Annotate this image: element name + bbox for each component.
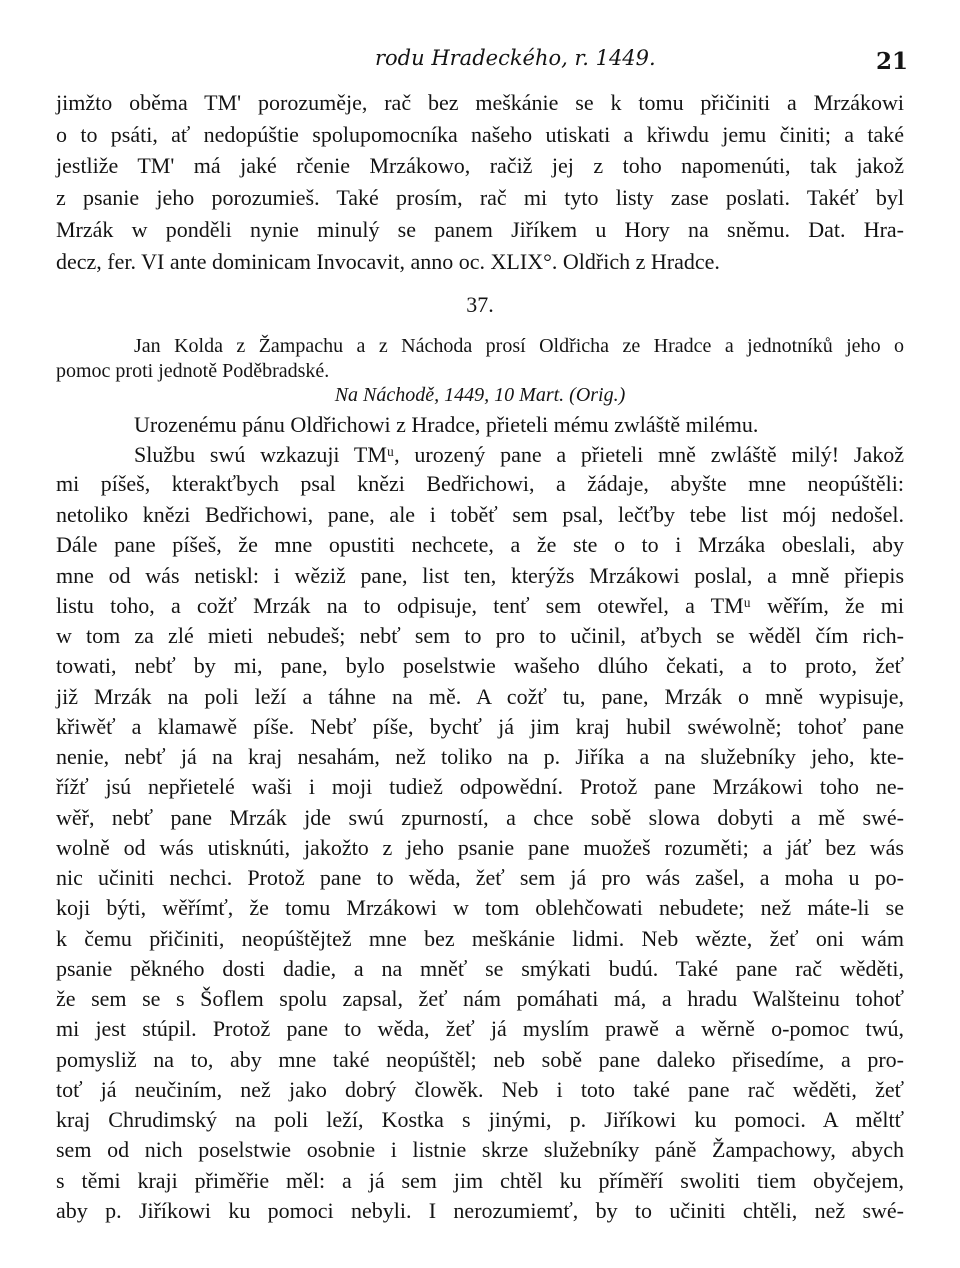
text-line: nic učiniti nechci. Protož pane to wěda, žeť sem já pro wás zašel, a moha u po- xyxy=(56,865,904,890)
text-line: křiwěť a klamawě píše. Nebť píše, bychť já jim kraj hubil swéwolně; tohoť pane xyxy=(56,714,904,739)
page-number: 21 xyxy=(876,48,909,75)
source-line: Na Náchodě, 1449, 10 Mart. (Orig.) xyxy=(334,384,626,406)
text-line: mi píšeš, kterakťbych psal knězi Bedřichowi, a žádaje, abyšte mne neopúštěli: xyxy=(56,471,904,496)
text-line: s těmi kraji přiměřie měl: a já sem jim chtěl ku příměří swoliti tiem obyčejem, xyxy=(56,1168,904,1193)
text-line: Službu swú wzkazuji TMᵘ, urozený pane a přieteli mně zwláště milý! Jakož xyxy=(134,442,904,467)
text-line: pomysliž na to, aby mne také neopúštěl; neb sobě pane daleko přisedíme, a pro- xyxy=(56,1047,904,1072)
text-line: aby p. Jiříkowi ku pomoci nebyli. I nerozumiemť, by to učiniti chtěli, než swé- xyxy=(56,1198,904,1223)
text-line: wolně od wás utisknúti, jakožto z jeho psanie pane muožeš rozuměti; a jáť bez wás xyxy=(56,835,904,860)
text-line: nenie, nebť já na kraj nesahám, než toliko na p. Jiříka a na služebníky jeho, kte- xyxy=(56,744,904,769)
text-line: že sem se s Šoflem spolu zapsal, žeť nám pomáhati má, a hradu Walšteinu tohoť xyxy=(56,986,904,1011)
text-line: mne od wás netiskl: i wěziž pane, list ten, kterýžs Mrzákowi poslal, a mně přiepis xyxy=(56,563,904,588)
text-line: decz, fer. VI ante dominicam Invocavit, anno oc. XLIX°. Oldřich z Hradce. xyxy=(56,249,720,274)
text-line: toť já neučiním, než jako dobrý člowěk. Neb i toto také pane rač wěděti, žeť xyxy=(56,1077,904,1102)
text-line: kraj Chrudimský na poli leží, Kostka s jinými, p. Jiříkowi ku pomoci. A měltť xyxy=(56,1107,904,1132)
text-line: wěř, nebť pane Mrzák jde swú zpurností, a chce sobě slowa dobyti a mě swé- xyxy=(56,805,904,830)
page-header xyxy=(0,46,960,80)
text-line: řížť jsú nepřietelé waši i moji tudiež odpowědní. Protož pane Mrzákowi toho ne- xyxy=(56,774,904,799)
text-line: o to psáti, ať nedopúštie spolupomocníka našeho utiskati a křiwdu jemu činiti; a také xyxy=(56,122,904,147)
text-line: koji býti, wěřímť, že tomu Mrzákowi w tom oblehčowati nebudete; než máte-li se xyxy=(56,895,904,920)
summary-line: pomoc proti jednotě Poděbradské. xyxy=(56,360,330,382)
text-line: již Mrzák na poli leží a táhne na mě. A cožť tu, pane, Mrzák o mně wypisuje, xyxy=(56,684,904,709)
text-line: w tom za zlé mieti nebudeš; nebť sem to pro to učinil, aťbych se wěděl čím rich- xyxy=(56,623,904,648)
text-line: listu toho, a cožť Mrzák na to odpisuje, tenť sem otewřel, a TMᵘ wěřím, že mi xyxy=(56,593,904,618)
text-line: psanie pěkného dosti dadie, a na mněť se smýkati budú. Také pane rač wěděti, xyxy=(56,956,904,981)
text-line: Dále pane píšeš, že mne opustiti nechcete, a že ste o to i Mrzáka obeslali, aby xyxy=(56,532,904,557)
running-title: rodu Hradeckého, r. 1449. xyxy=(375,46,656,70)
document-number: 37. xyxy=(466,292,494,317)
text-line: mi jest stúpil. Protož pane to wěda, žeť já myslím prawě a wěrně o-pomoc twú, xyxy=(56,1016,904,1041)
text-line: netoliko knězi Bedřichowi, pane, ale i toběť sem psal, lečťby tebe list mój nedošel. xyxy=(56,502,904,527)
text-line: z psanie jeho porozumieš. Také prosím, rač mi tyto listy zase poslati. Takéť byl xyxy=(56,185,904,210)
salutation: Urozenému pánu Oldřichowi z Hradce, přieteli mému zwláště milému. xyxy=(134,412,759,437)
text-line: jimžto oběma TM' porozuměje, rač bez meškánie se k tomu přičiniti a Mrzákowi xyxy=(56,90,904,115)
text-line: Mrzák w ponděli nynie minulý se panem Jiříkem u Hory na sněmu. Dat. Hra- xyxy=(56,217,904,242)
text-line: towati, nebť by mi, pane, bylo poselstwie wašeho dlúho čekati, a to proto, žeť xyxy=(56,653,904,678)
text-line: jestliže TM' má jaké rčenie Mrzákowo, račiž jej z toho napomenúti, tak jakož xyxy=(56,153,904,178)
summary-line: Jan Kolda z Žampachu a z Náchoda prosí Oldřicha ze Hradce a jednotníků jeho o xyxy=(134,335,904,357)
text-line: k čemu přičiniti, neopúštějtež mne bez meškánie lidmi. Neb wězte, žeť oni wám xyxy=(56,926,904,951)
text-line: sem od nich poselstwie osobnie i listnie skrze služebníky páně Žampachowy, abych xyxy=(56,1137,904,1162)
